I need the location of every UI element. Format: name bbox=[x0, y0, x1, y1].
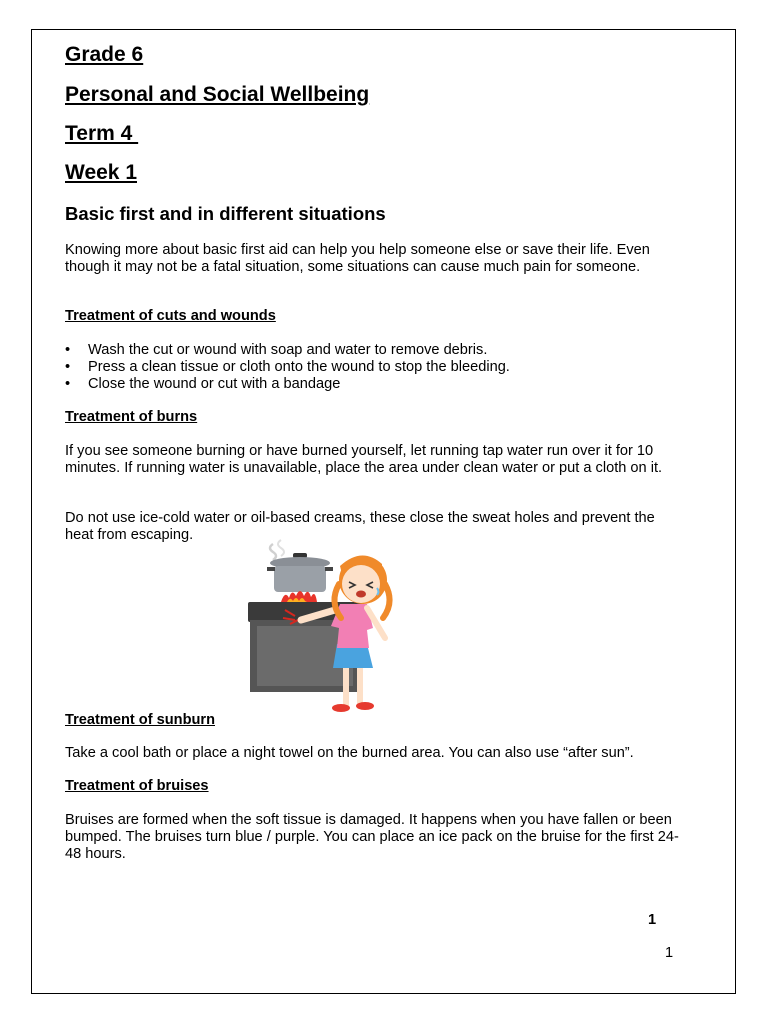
list-item-text: Close the wound or cut with a bandage bbox=[88, 375, 341, 392]
burns-heading: Treatment of burns bbox=[65, 409, 198, 425]
week-heading: Week 1 bbox=[65, 161, 137, 184]
sunburn-paragraph: Take a cool bath or place a night towel on the burned area. You can also use “after sun”. bbox=[65, 745, 634, 761]
cuts-heading: Treatment of cuts and wounds bbox=[65, 308, 276, 324]
burns-paragraph-1: If you see someone burning or have burned yourself, let running tap water run over it for 10 minutes. If running water is unavailable, place the area under clean water or put a cloth on it. bbox=[65, 443, 663, 476]
bullet-icon: • bbox=[65, 358, 71, 375]
bruises-paragraph: Bruises are formed when the soft tissue is damaged. It happens when you have fallen or been bumped. The bruises turn blue / purple. You can place an ice pack on the bruise for the first 24-48 hours. bbox=[65, 812, 679, 862]
list-item-text: Wash the cut or wound with soap and water to remove debris. bbox=[88, 342, 488, 358]
list-item bbox=[65, 376, 685, 393]
lesson-title: Basic first and in different situations bbox=[65, 203, 386, 224]
subject-heading: Personal and Social Wellbeing bbox=[65, 83, 370, 106]
list-item bbox=[65, 359, 685, 376]
intro-paragraph: Knowing more about basic first aid can help you help someone else or save their life. Even though it may not be a fatal situation, some situations can cause much pain for someone. bbox=[65, 242, 650, 275]
flame bbox=[281, 591, 317, 602]
cuts-list bbox=[65, 342, 685, 392]
list-item bbox=[65, 342, 685, 359]
term-heading: Term 4 bbox=[65, 122, 139, 145]
bullet-icon: • bbox=[65, 342, 71, 358]
grade-heading: Grade 6 bbox=[65, 43, 144, 66]
sunburn-heading: Treatment of sunburn bbox=[65, 712, 215, 728]
burns-paragraph-2: Do not use ice-cold water or oil-based creams, these close the sweat holes and prevent the heat from escaping. bbox=[65, 510, 655, 543]
shoe bbox=[332, 704, 350, 712]
bruises-heading: Treatment of bruises bbox=[65, 778, 209, 794]
bullet-icon: • bbox=[65, 375, 71, 392]
page-number: 1 bbox=[665, 945, 674, 961]
page-number-bold: 1 bbox=[648, 912, 657, 928]
girl-burned-hand-on-stove-illustration bbox=[245, 536, 415, 720]
list-item-text: Press a clean tissue or cloth onto the wound to stop the bleeding. bbox=[88, 358, 510, 375]
pot bbox=[274, 566, 326, 592]
shoe bbox=[356, 702, 374, 710]
